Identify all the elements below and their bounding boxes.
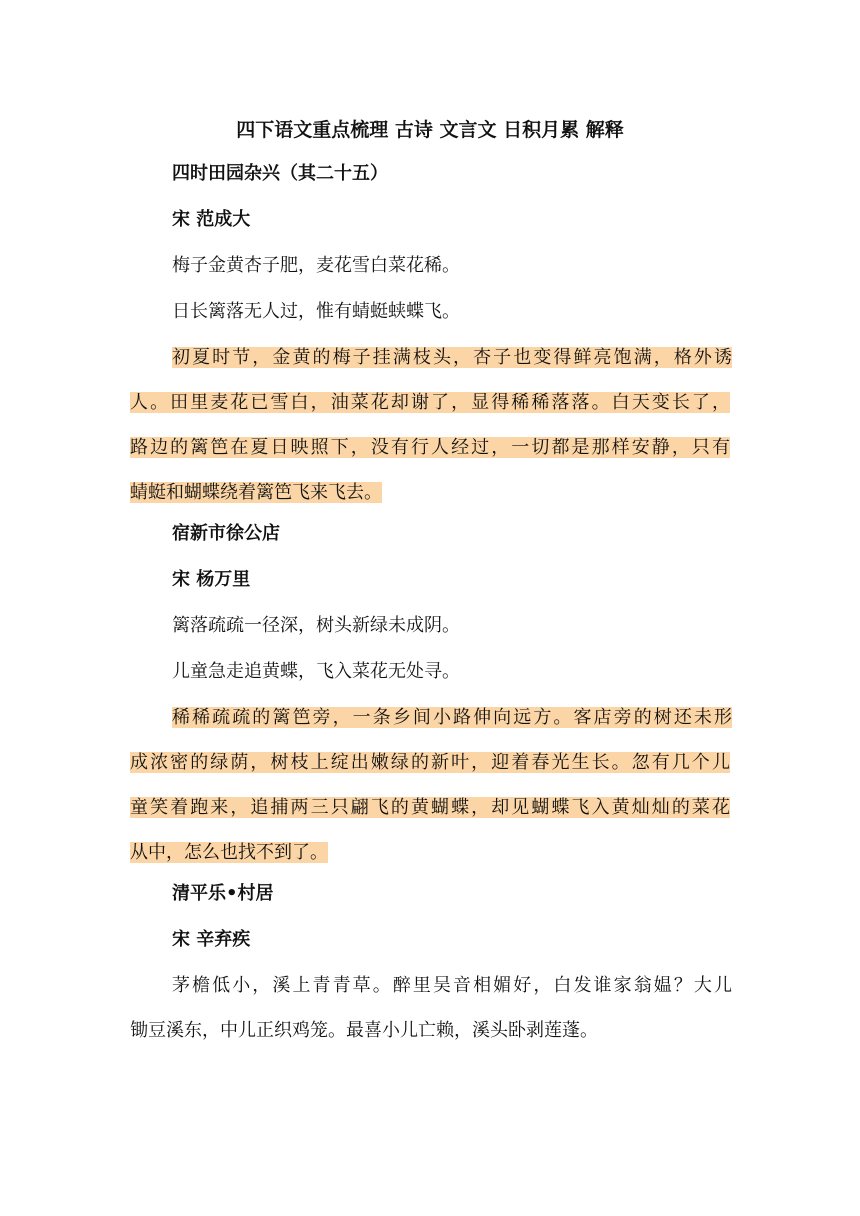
poem-verse-line: 儿童急走追黄蝶，飞入菜花无处寻。 (172, 661, 460, 682)
poem-author: 宋 杨万里 (172, 569, 251, 590)
poem-title: 清平乐•村居 (172, 883, 274, 904)
translation-line: 初夏时节，金黄的梅子挂满枝头，杏子也变得鲜亮饱满，格外诱 (172, 347, 732, 368)
translation-line: 人。田里麦花已雪白，油菜花却谢了，显得稀稀落落。白天变长了， (130, 392, 730, 413)
poem-title: 四时田园杂兴（其二十五） (172, 163, 388, 184)
poem-verse-line: 篱落疏疏一径深，树头新绿未成阴。 (172, 615, 460, 636)
translation-line: 稀稀疏疏的篱笆旁，一条乡间小路伸向远方。客店旁的树还未形 (172, 707, 732, 728)
poem-verse-line: 梅子金黄杏子肥，麦花雪白菜花稀。 (172, 255, 460, 276)
poem-author: 宋 范成大 (172, 209, 251, 230)
translation-line: 童笑着跑来，追捕两三只翩飞的黄蝴蝶，却见蝴蝶飞入黄灿灿的菜花 (130, 797, 730, 818)
poem-title: 宿新市徐公店 (172, 523, 280, 544)
poem-verse-line: 锄豆溪东，中儿正织鸡笼。最喜小儿亡赖，溪头卧剥莲蓬。 (130, 1020, 598, 1041)
poem-verse-line: 日长篱落无人过，惟有蜻蜓蛱蝶飞。 (172, 301, 460, 322)
poem-verse-line: 茅檐低小，溪上青青草。醉里吴音相媚好，白发谁家翁媪？大儿 (172, 975, 732, 996)
document-title: 四下语文重点梳理 古诗 文言文 日积月累 解释 (236, 119, 624, 141)
translation-line: 从中，怎么也找不到了。 (130, 842, 328, 863)
poem-author: 宋 辛弃疾 (172, 929, 251, 950)
translation-line: 成浓密的绿荫，树枝上绽出嫩绿的新叶，迎着春光生长。忽有几个儿 (130, 752, 730, 773)
translation-line: 蜻蜓和蝴蝶绕着篱笆飞来飞去。 (130, 482, 382, 503)
translation-line: 路边的篱笆在夏日映照下，没有行人经过，一切都是那样安静，只有 (130, 437, 730, 458)
